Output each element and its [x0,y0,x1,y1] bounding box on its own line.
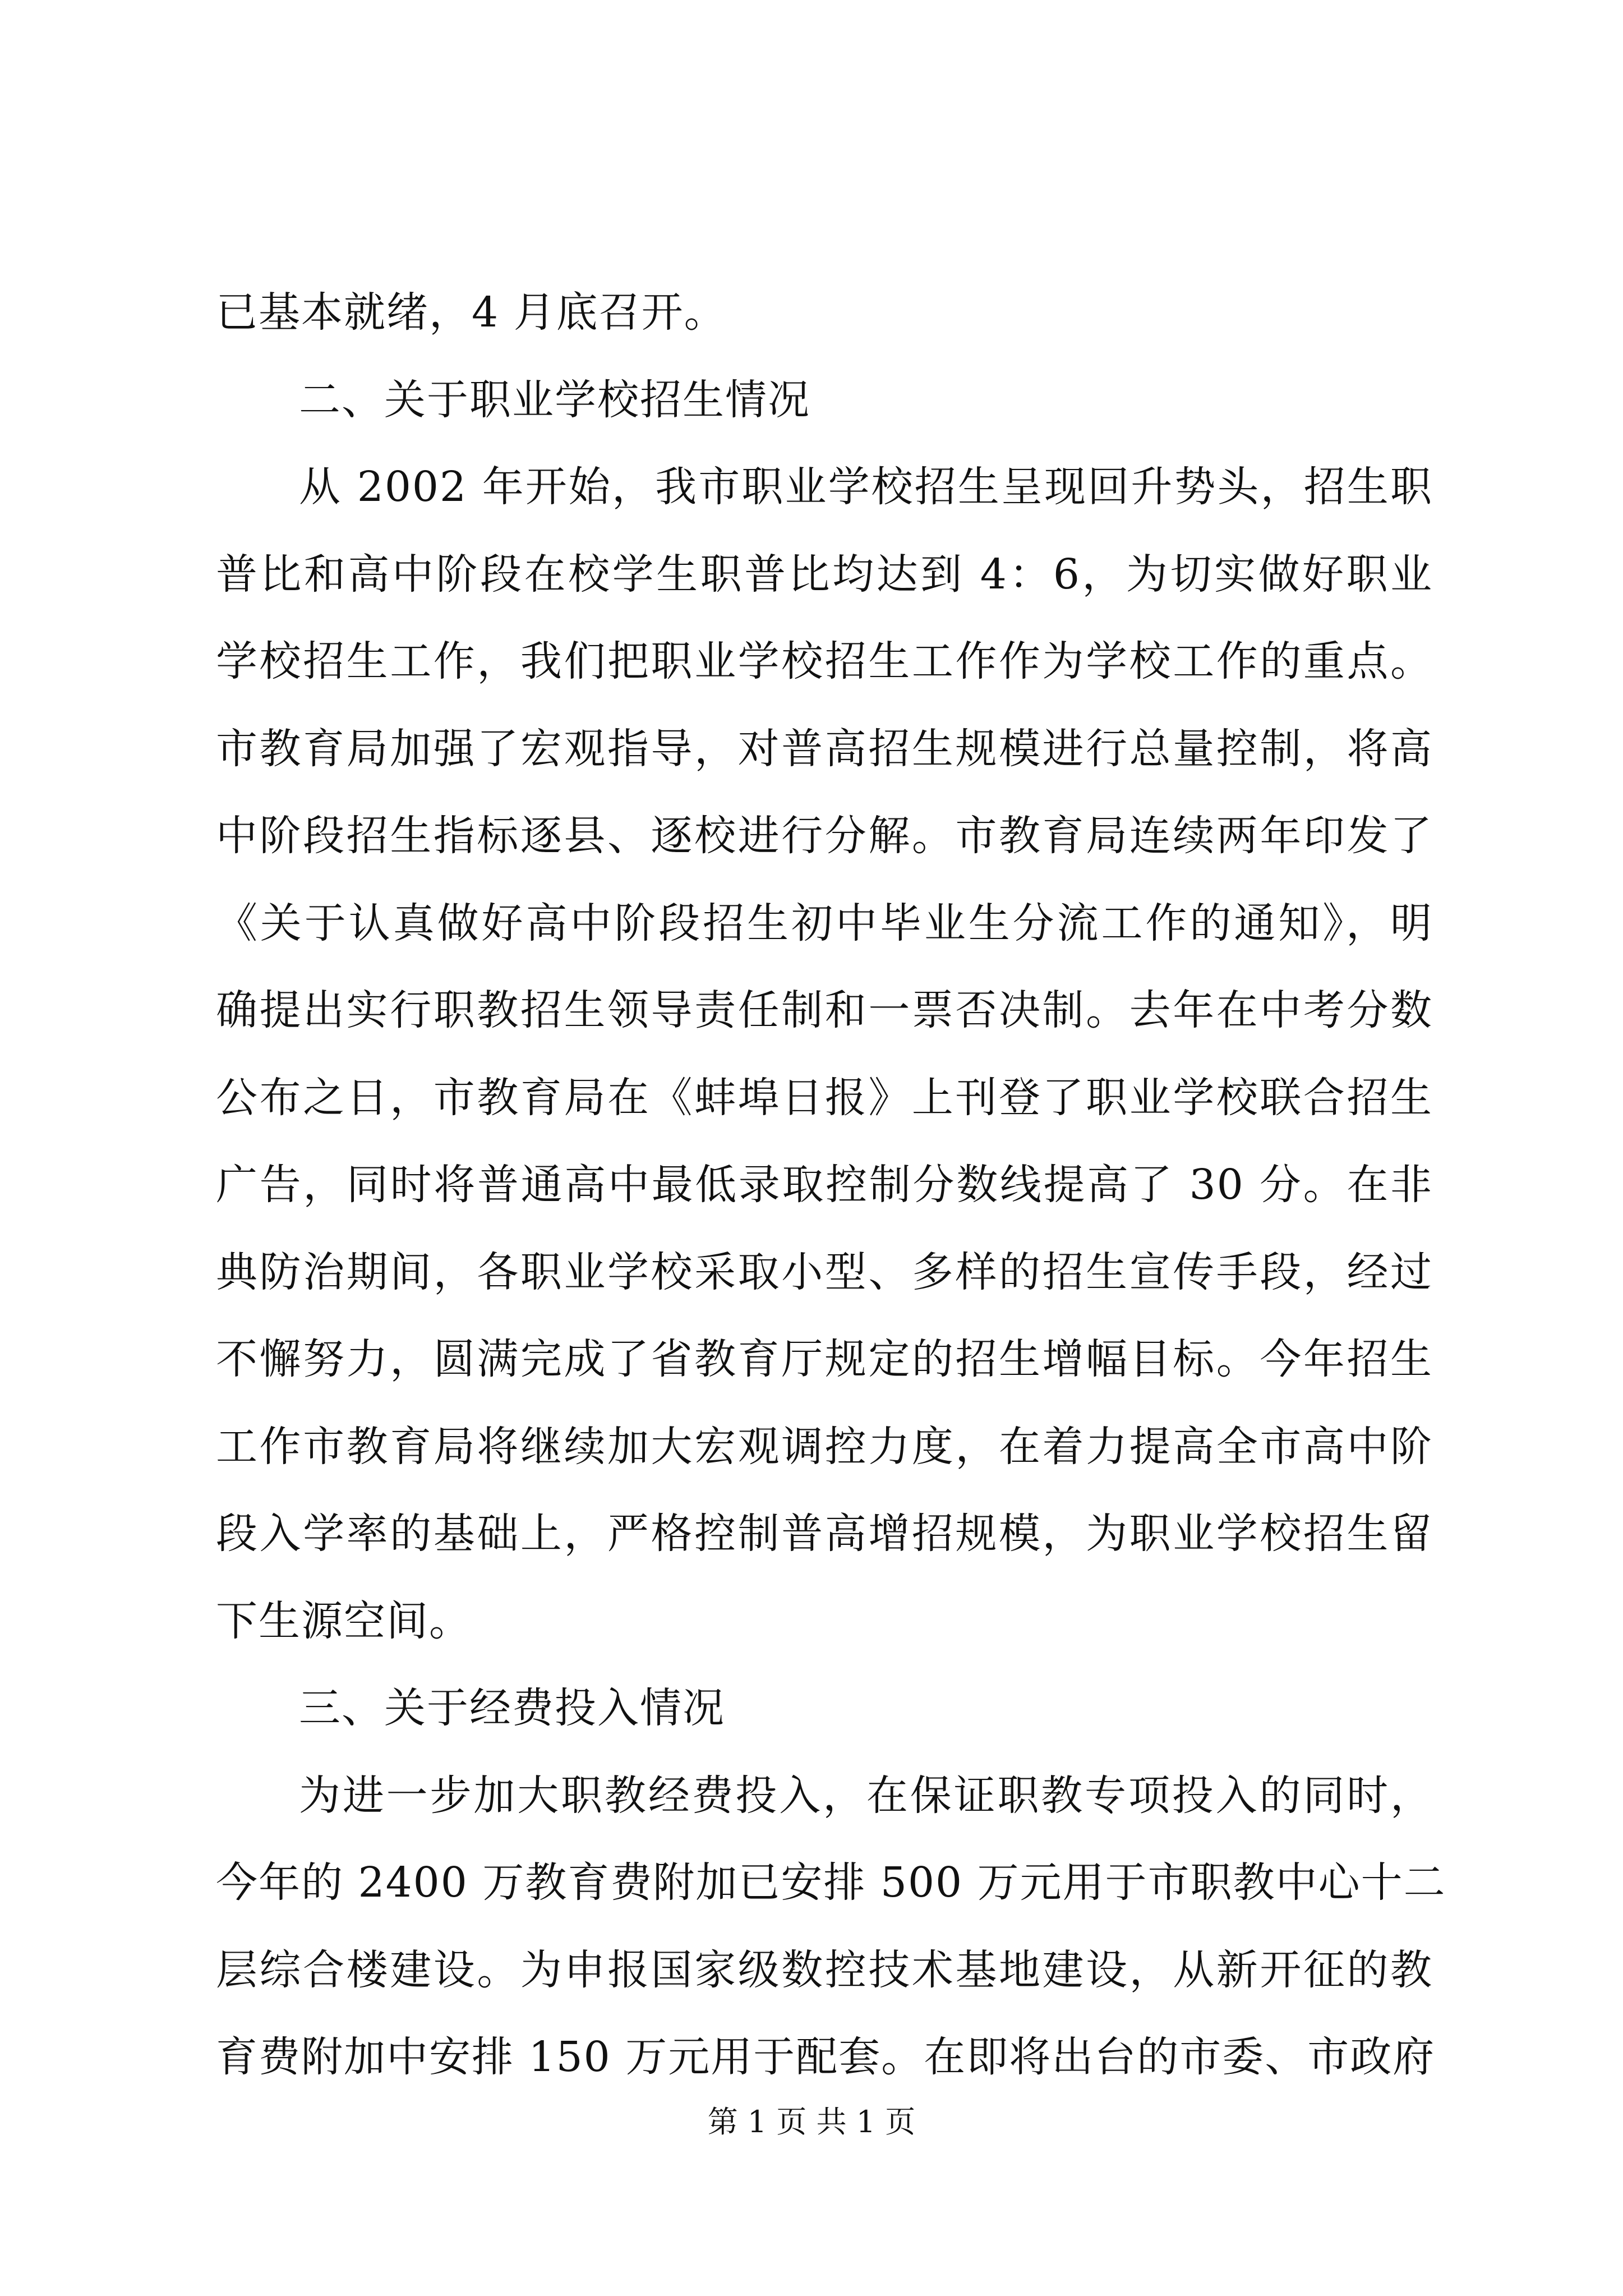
text-line: 为进一步加大职教经费投入，在保证职教专项投入的同时， [299,1771,1433,1820]
text-line: 学校招生工作，我们把职业学校招生工作作为学校工作的重点。 [216,637,1433,685]
text-line: 工作市教育局将继续加大宏观调控力度，在着力提高全市高中阶 [216,1422,1433,1471]
text-line: 不懈努力，圆满完成了省教育厅规定的招生增幅目标。今年招生 [216,1335,1433,1383]
text-line: 普比和高中阶段在校学生职普比均达到 4：6，为切实做好职业 [216,550,1433,599]
text-line: 段入学率的基础上，严格控制普高增招规模，为职业学校招生留 [216,1510,1433,1558]
section-heading: 二、关于职业学校招生情况 [299,375,810,424]
page-footer: 第 1 页 共 1 页 [707,2104,916,2139]
text-line: 从 2002 年开始，我市职业学校招生呈现回升势头，招生职 [299,463,1433,511]
text-line: 《关于认真做好高中阶段招生初中毕业生分流工作的通知》，明 [216,899,1433,947]
text-line: 下生源空间。 [216,1596,472,1645]
text-line: 中阶段招生指标逐县、逐校进行分解。市教育局连续两年印发了 [216,812,1433,860]
text-line: 已基本就绪，4 月底召开。 [216,288,727,337]
text-line: 公布之日，市教育局在《蚌埠日报》上刊登了职业学校联合招生 [216,1073,1433,1122]
document-body [216,269,1446,2101]
text-line: 今年的 2400 万教育费附加已安排 500 万元用于市职教中心十二 [216,1858,1446,1907]
text-line: 典防治期间，各职业学校采取小型、多样的招生宣传手段，经过 [216,1248,1433,1296]
text-line: 确提出实行职教招生领导责任制和一票否决制。去年在中考分数 [216,986,1433,1034]
section-heading: 三、关于经费投入情况 [299,1684,725,1732]
text-line: 育费附加中安排 150 万元用于配套。在即将出台的市委、市政府 [216,2033,1436,2081]
text-line: 层综合楼建设。为申报国家级数控技术基地建设，从新开征的教 [216,1945,1433,1994]
text-line: 广告，同时将普通高中最低录取控制分数线提高了 30 分。在非 [216,1161,1433,1209]
text-line: 市教育局加强了宏观指导，对普高招生规模进行总量控制，将高 [216,724,1433,773]
